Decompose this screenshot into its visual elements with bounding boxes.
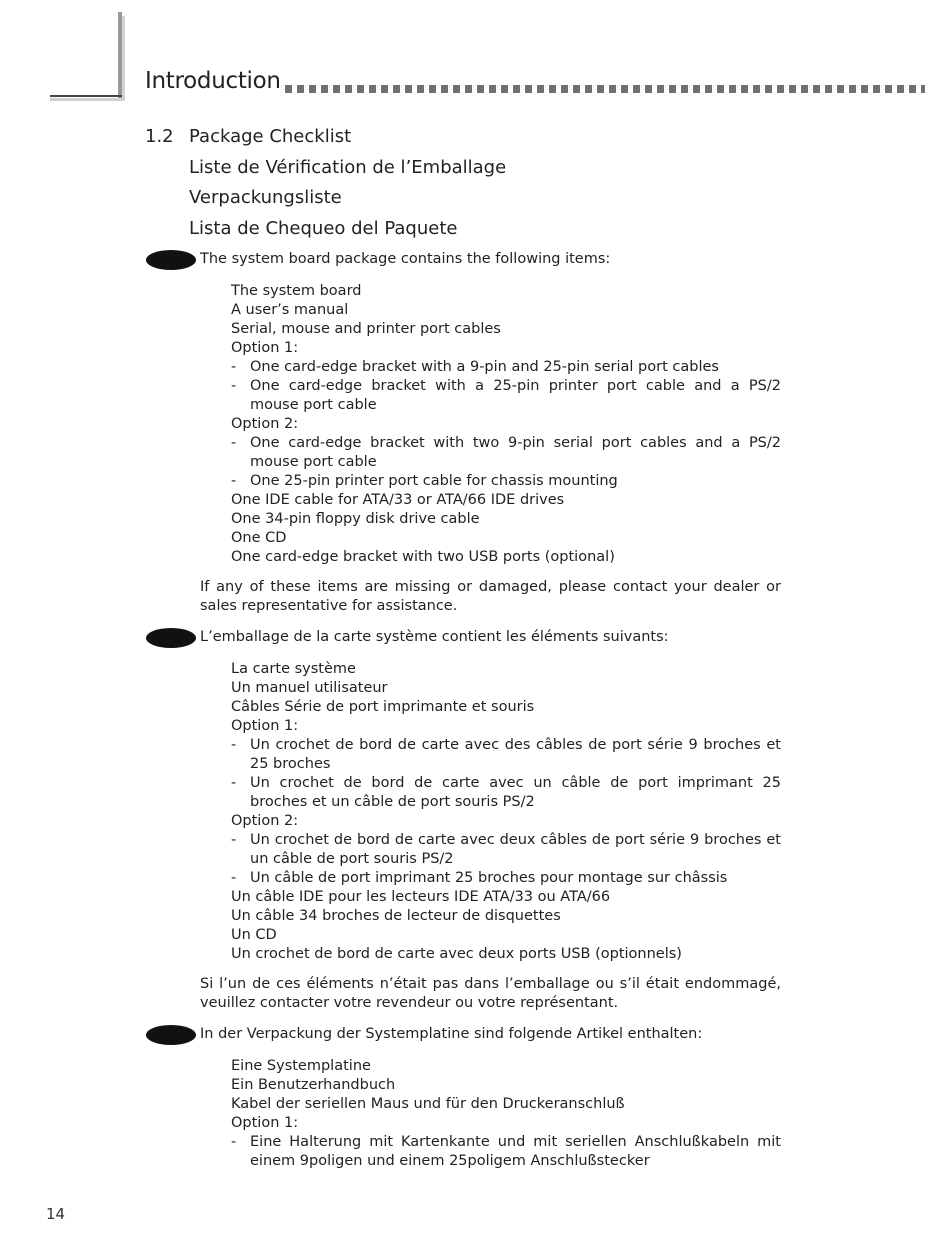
english-note: If any of these items are missing or damaged, please contact your dealer or sales representative for assistance. bbox=[200, 579, 781, 614]
dash-bullet: - bbox=[231, 359, 237, 375]
corner-rule-shadow bbox=[122, 16, 125, 100]
german-intro: In der Verpackung der Systemplatine sind folgende Artikel enthalten: bbox=[200, 1026, 703, 1042]
list-item: One 34-pin floppy disk drive cable bbox=[231, 511, 480, 527]
french-language-marker bbox=[146, 628, 196, 648]
dash-bullet: - bbox=[231, 832, 237, 848]
list-item: Un crochet de bord de carte avec deux ports USB (optionnels) bbox=[231, 946, 682, 962]
list-item: Option 1: bbox=[231, 1115, 299, 1131]
list-sub-item bbox=[231, 1133, 781, 1171]
list-item: Option 1: bbox=[231, 718, 299, 734]
list-sub-item bbox=[231, 736, 781, 774]
list-item: Un câble IDE pour les lecteurs IDE ATA/33 ou ATA/66 bbox=[231, 889, 611, 905]
list-item: Eine Systemplatine bbox=[231, 1058, 371, 1074]
section-number: 1.2 bbox=[145, 126, 174, 147]
list-item: The system board bbox=[231, 283, 362, 299]
list-sub-item bbox=[231, 358, 781, 377]
list-item: Option 2: bbox=[231, 416, 299, 432]
section-title-german: Verpackungsliste bbox=[189, 187, 342, 208]
list-item: Kabel der seriellen Maus und für den Druckeranschluß bbox=[231, 1096, 625, 1112]
list-item: One card-edge bracket with two USB ports (optional) bbox=[231, 549, 615, 565]
corner-rule-horizontal bbox=[50, 95, 122, 97]
list-item: Un câble 34 broches de lecteur de disquettes bbox=[231, 908, 561, 924]
dash-bullet: - bbox=[231, 473, 237, 489]
english-language-marker bbox=[146, 250, 196, 270]
dash-bullet: - bbox=[231, 775, 237, 791]
english-intro: The system board package contains the following items: bbox=[200, 251, 611, 267]
page-number: 14 bbox=[46, 1205, 66, 1223]
list-sub-item-text: One card-edge bracket with a 9-pin and 25-pin serial port cables bbox=[250, 359, 719, 375]
french-item-list bbox=[231, 660, 781, 964]
list-item: A user’s manual bbox=[231, 302, 349, 318]
dash-bullet: - bbox=[231, 1134, 237, 1150]
chapter-title: Introduction bbox=[145, 68, 281, 94]
list-item: Option 2: bbox=[231, 813, 299, 829]
list-sub-item bbox=[231, 472, 781, 491]
list-sub-item-text: One card-edge bracket with two 9-pin serial port cables and a PS/2 mouse port cable bbox=[250, 435, 781, 470]
list-item: Un manuel utilisateur bbox=[231, 680, 388, 696]
english-item-list bbox=[231, 282, 781, 567]
list-item: One CD bbox=[231, 530, 287, 546]
list-sub-item-text: One card-edge bracket with a 25-pin printer port cable and a PS/2 mouse port cable bbox=[250, 378, 781, 413]
list-sub-item-text: Un crochet de bord de carte avec deux câbles de port série 9 broches et un câble de port souris PS/2 bbox=[250, 832, 781, 867]
corner-rule-horizontal-shadow bbox=[50, 98, 125, 101]
section-titles bbox=[189, 122, 506, 244]
list-sub-item-text: Un crochet de bord de carte avec des câbles de port série 9 broches et 25 broches bbox=[250, 737, 781, 772]
list-sub-item-text: Un crochet de bord de carte avec un câble de port imprimant 25 broches et un câble de port souris PS/2 bbox=[250, 775, 781, 810]
list-sub-item bbox=[231, 831, 781, 869]
list-sub-item-text: One 25-pin printer port cable for chassis mounting bbox=[250, 473, 618, 489]
list-sub-item-text: Un câble de port imprimant 25 broches pour montage sur châssis bbox=[250, 870, 728, 886]
list-item: Un CD bbox=[231, 927, 277, 943]
dash-bullet: - bbox=[231, 737, 237, 753]
french-intro: L’emballage de la carte système contient les éléments suivants: bbox=[200, 629, 669, 645]
dash-bullet: - bbox=[231, 435, 237, 451]
list-sub-item-text: Eine Halterung mit Kartenkante und mit seriellen Anschlußkabeln mit einem 9poligen und einem 25poligem Anschlußstecker bbox=[250, 1134, 781, 1169]
german-language-marker bbox=[146, 1025, 196, 1045]
section-title-french: Liste de Vérification de l’Emballage bbox=[189, 156, 507, 178]
section-title-spanish: Lista de Chequeo del Paquete bbox=[189, 217, 458, 239]
chapter-header bbox=[145, 66, 785, 102]
dash-bullet: - bbox=[231, 870, 237, 886]
list-item: Ein Benutzerhandbuch bbox=[231, 1077, 396, 1093]
german-item-list bbox=[231, 1057, 781, 1171]
list-item: Option 1: bbox=[231, 340, 299, 356]
french-note: Si l’un de ces éléments n’était pas dans l’emballage ou s’il était endommagé, veuillez contacter votre revendeur ou votre représentant. bbox=[200, 976, 781, 1011]
list-sub-item bbox=[231, 869, 781, 888]
list-sub-item bbox=[231, 377, 781, 415]
list-sub-item bbox=[231, 774, 781, 812]
dash-bullet: - bbox=[231, 378, 237, 394]
list-item: Câbles Série de port imprimante et souris bbox=[231, 699, 535, 715]
list-sub-item bbox=[231, 434, 781, 472]
list-item: La carte système bbox=[231, 661, 356, 677]
header-dot-leader bbox=[285, 85, 925, 93]
list-item: One IDE cable for ATA/33 or ATA/66 IDE drives bbox=[231, 492, 565, 508]
section-title-english: Package Checklist bbox=[189, 126, 352, 147]
list-item: Serial, mouse and printer port cables bbox=[231, 321, 501, 337]
